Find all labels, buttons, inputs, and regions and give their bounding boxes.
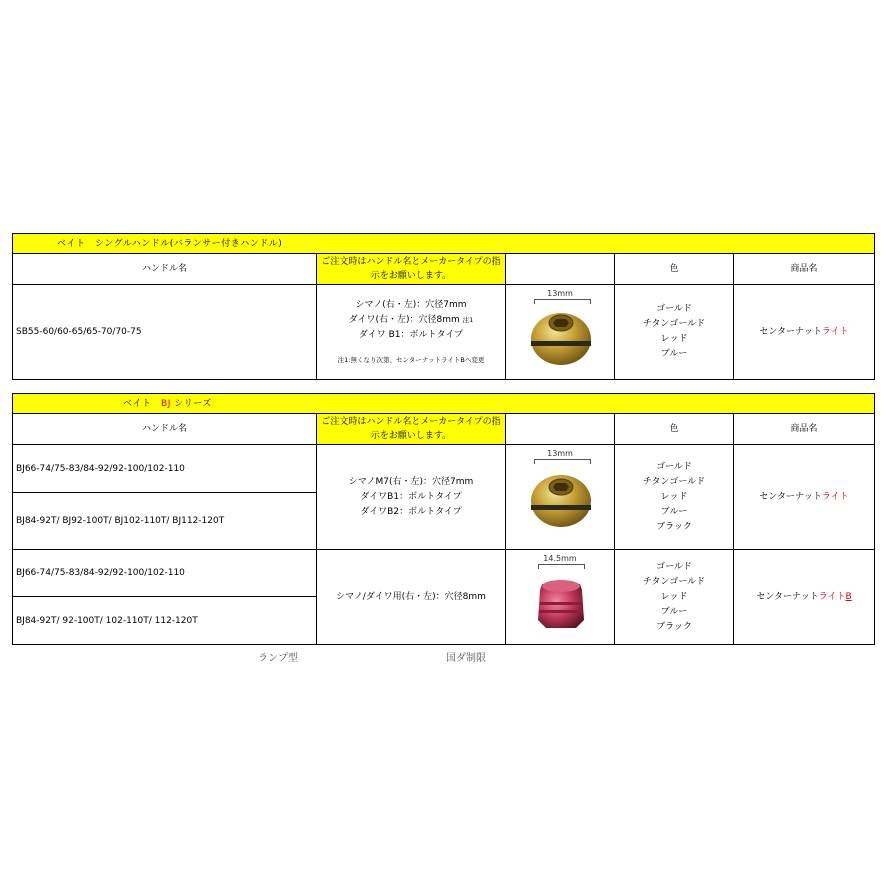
- spec-line: シマノ(右・左)：穴径7mm: [355, 299, 467, 310]
- color-item: レッド: [660, 334, 688, 344]
- table-row: [13, 445, 875, 493]
- product-name-cell: [734, 285, 875, 380]
- color-item: ゴールド: [656, 561, 692, 572]
- handle-name-cell: SB55-60/60-65/65-70/70-75: [13, 285, 317, 380]
- table-row: [13, 550, 875, 597]
- color-item: ブラック: [656, 521, 692, 532]
- product-name: センターナット: [759, 327, 822, 337]
- color-item: ブルー: [660, 506, 688, 517]
- handle-name-cell: BJ84-92T/ 92-100T/ 102-110T/ 112-120T: [13, 597, 317, 645]
- spec-line: ダイワ B1：ボルトタイプ: [358, 329, 464, 340]
- color-item: チタンゴールド: [642, 576, 706, 587]
- color-cell: [615, 285, 734, 380]
- table-bj-series: [12, 393, 875, 645]
- section-title: [13, 397, 874, 411]
- spec-line: シマノM7(右・左)：穴径7mm: [348, 476, 474, 487]
- size-label: 13mm: [547, 449, 573, 458]
- size-label: 13mm: [547, 289, 573, 298]
- clipped-text: 国ダ制限: [446, 653, 486, 664]
- product-name: センターナット: [756, 592, 819, 602]
- footnote-mark: 注1: [462, 315, 474, 324]
- handle-name-cell: BJ84-92T/ BJ92-100T/ BJ102-110T/ BJ112-120T: [13, 493, 317, 550]
- product-image-cell: [506, 550, 615, 645]
- header-order-note: ご注文時はハンドル名とメーカータイプの指示をお願いします。: [317, 254, 506, 285]
- title-prefix: ベイト: [123, 398, 162, 409]
- section-title: ベイト シングルハンドル(バランサー付きハンドル): [57, 238, 283, 249]
- color-cell: [615, 445, 734, 550]
- footnote: 注1:無くなり次第、センターナットライトBへ変更: [337, 355, 485, 364]
- spec-cell: [317, 550, 506, 645]
- header-row: [13, 414, 875, 445]
- header-color: 色: [615, 414, 734, 445]
- spec-line: [317, 313, 505, 328]
- product-name: センターナット: [759, 492, 822, 502]
- color-item: ゴールド: [656, 304, 692, 314]
- header-handle: ハンドル名: [13, 414, 317, 445]
- color-item: ゴールド: [656, 461, 692, 472]
- color-item: チタンゴールド: [642, 319, 706, 329]
- header-order-note: ご注文時はハンドル名とメーカータイプの指示をお願いします。: [317, 414, 506, 445]
- spec-line: ダイワB1：ボルトタイプ: [360, 491, 462, 502]
- spec-text: ダイワ(右・左)：穴径8mm: [348, 314, 460, 325]
- table-single-handle: [12, 233, 875, 380]
- header-image: [506, 414, 615, 445]
- product-name-suffix: B: [845, 592, 852, 602]
- title-bj: BJ: [161, 398, 171, 409]
- color-item: レッド: [660, 591, 688, 602]
- product-name-red: ライト: [821, 327, 849, 337]
- product-image-cell: [506, 285, 615, 380]
- red-center-nut-image: [506, 550, 615, 646]
- header-handle: ハンドル名: [13, 254, 317, 285]
- spec-cell: [317, 285, 506, 380]
- size-label: 14.5mm: [543, 554, 577, 563]
- header-color: 色: [615, 254, 734, 285]
- product-name-red: ライト: [821, 492, 849, 502]
- spec-line: ダイワB2：ボルトタイプ: [360, 506, 462, 517]
- header-product: 商品名: [734, 254, 875, 285]
- table-row: [13, 285, 875, 380]
- product-image-cell: [506, 445, 615, 550]
- product-name-red: ライト: [818, 592, 846, 602]
- color-item: ブラック: [656, 621, 692, 632]
- gold-center-nut-image: [506, 445, 615, 549]
- section-title-cell: [13, 394, 875, 414]
- section-title-cell: [13, 234, 875, 254]
- handle-name-cell: BJ66-74/75-83/84-92/92-100/102-110: [13, 550, 317, 597]
- color-cell: [615, 550, 734, 645]
- spec-line: シマノ/ダイワ用(右・左)：穴径8mm: [336, 591, 486, 602]
- spec-cell: [317, 445, 506, 550]
- section-title-row: [13, 234, 875, 254]
- color-item: ブルー: [660, 606, 688, 617]
- header-product: 商品名: [734, 414, 875, 445]
- product-name-cell: [734, 550, 875, 645]
- gold-center-nut-image: [506, 285, 615, 380]
- handle-name-cell: BJ66-74/75-83/84-92/92-100/102-110: [13, 445, 317, 493]
- clipped-text: ランプ型: [258, 653, 298, 664]
- color-item: レッド: [660, 491, 688, 502]
- section-title-row: [13, 394, 875, 414]
- product-name-cell: [734, 445, 875, 550]
- header-image: [506, 254, 615, 285]
- header-row: [13, 254, 875, 285]
- color-item: ブルー: [660, 349, 688, 359]
- color-item: チタンゴールド: [642, 476, 706, 487]
- title-suffix: シリーズ: [170, 398, 212, 409]
